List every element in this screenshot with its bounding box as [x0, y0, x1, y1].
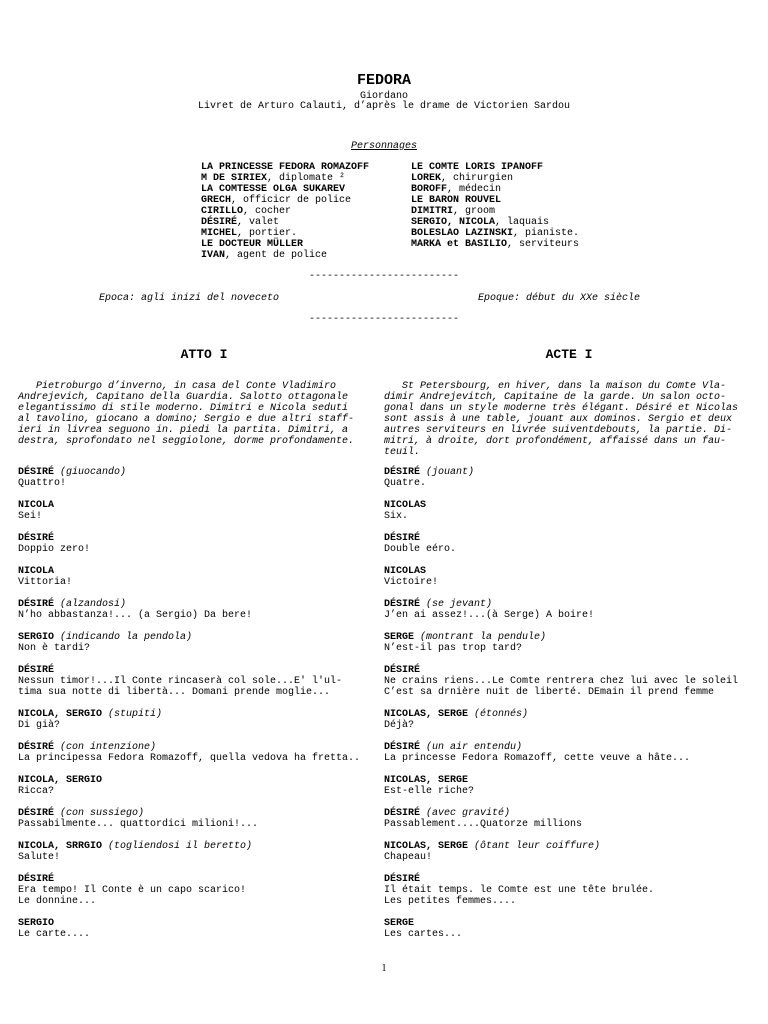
dialogue-entry	[18, 665, 386, 698]
dialogue-entry	[384, 775, 752, 797]
stage-direction: (ôtant leur coiffure)	[474, 841, 601, 852]
cast-entry	[201, 195, 369, 206]
dialogue-entry	[18, 775, 386, 797]
speaker-line	[18, 533, 386, 544]
cast-entry	[411, 217, 579, 228]
stage-line: al tavolino, giocano a domino; Sergio e due altri staff-	[18, 414, 355, 425]
cast-name: LE COMTE LORIS IPANOFF	[411, 162, 544, 173]
dialogue-line: Di già?	[18, 720, 61, 731]
speaker-name: NICOLAS, SERGE	[384, 775, 469, 786]
speaker-line	[18, 632, 386, 643]
speaker-line	[384, 918, 752, 929]
cast-name: BOROFF	[411, 184, 448, 195]
dialogue-line: Nessun timor!...Il Conte rincaserà col sole...E' l'ul-	[18, 676, 343, 687]
speaker-name: SERGE	[384, 918, 415, 929]
act-heading-italian: ATTO I	[180, 347, 228, 362]
stage-line: destra, sprofondato nel seggiolone, dorme profondamente.	[18, 436, 355, 447]
cast-entry	[201, 206, 369, 217]
cast-name: IVAN	[201, 250, 226, 261]
dialogue-line: Passablement....Quatorze millions	[384, 819, 583, 830]
cast-entry	[201, 173, 369, 184]
speaker-line	[18, 709, 386, 720]
cast-name: LOREK	[411, 173, 442, 184]
cast-list-right	[411, 162, 579, 250]
dialogue-entry	[18, 467, 386, 489]
cast-role: , diplomate ²	[267, 173, 346, 184]
speaker-name: SERGE	[384, 632, 415, 643]
stage-direction-french	[384, 381, 752, 458]
speaker-line	[18, 500, 386, 511]
dialogue-line: Les cartes...	[384, 929, 463, 940]
dialogue-line: Quattro!	[18, 478, 67, 489]
dialogue-entry	[384, 742, 752, 764]
dialogue-entry	[384, 874, 752, 907]
stage-direction-italian	[18, 381, 386, 447]
column-italian	[18, 381, 386, 940]
column-french	[384, 381, 752, 940]
stage-direction: (giuocando)	[60, 467, 127, 478]
epoca-french: Epoque: début du XXe siècle	[478, 293, 641, 304]
dialogue-entry	[18, 599, 386, 621]
speaker-name: SERGIO	[18, 918, 55, 929]
dialogue-entry	[384, 841, 752, 863]
dialogue-line: Il était temps. le Comte est une tête brulée.	[384, 885, 655, 896]
speaker-name: DÉSIRÉ	[384, 467, 421, 478]
speaker-name: NICOLAS, SERGE	[384, 709, 469, 720]
stage-line: St Petersbourg, en hiver, dans la maison du Comte Vla-	[402, 381, 727, 392]
cast-name: SERGIO, NICOLA	[411, 217, 496, 228]
cast-name: LA COMTESSE OLGA SUKAREV	[201, 184, 346, 195]
speaker-line	[384, 566, 752, 577]
cast-name: BOLESLAO LAZINSKI	[411, 228, 514, 239]
dialogue-line: N’est-il pas trop tard?	[384, 643, 523, 654]
speaker-name: DÉSIRÉ	[18, 533, 55, 544]
dialogue-line: Double eéro.	[384, 544, 457, 555]
speaker-line	[384, 533, 752, 544]
dialogue-entry	[384, 808, 752, 830]
cast-name: LE BARON ROUVEL	[411, 195, 502, 206]
speaker-line	[18, 742, 386, 753]
dialogue-line: Sei!	[18, 511, 43, 522]
stage-line: gonal dans un style moderne très élégant. Désiré et Nicolas	[384, 403, 739, 414]
stage-line: Pietroburgo d’inverno, in casa del Conte Vladimiro	[36, 381, 337, 392]
speaker-name: DÉSIRÉ	[384, 599, 421, 610]
dialogue-entry	[18, 632, 386, 654]
dialogue-line: Est-elle riche?	[384, 786, 475, 797]
speaker-line	[18, 918, 386, 929]
speaker-line	[384, 841, 752, 852]
speaker-name: NICOLA	[18, 500, 55, 511]
dialogue-entry	[384, 566, 752, 588]
dialogue-entry	[384, 500, 752, 522]
dialogue-line: tima sua notte di libertà... Domani prende moglie...	[18, 687, 331, 698]
speaker-name: NICOLAS	[384, 566, 427, 577]
speaker-name: SERGIO	[18, 632, 55, 643]
speaker-name: DÉSIRÉ	[18, 599, 55, 610]
speaker-name: DÉSIRÉ	[384, 665, 421, 676]
dialogue-italian	[18, 467, 386, 940]
personnages-heading: Personnages	[350, 141, 417, 152]
dialogue-line: J’en ai assez!...(à Serge) A boire!	[384, 610, 595, 621]
dialogue-line: La princesse Fedora Romazoff, cette veuve a hâte...	[384, 753, 691, 764]
composer-name: Giordano	[359, 91, 408, 102]
dialogue-line: Ricca?	[18, 786, 55, 797]
dialogue-entry	[384, 467, 752, 489]
separator-bottom: -------------------------	[308, 314, 460, 325]
dialogue-line: Salute!	[18, 852, 61, 863]
cast-name: DÉSIRÉ	[201, 217, 238, 228]
cast-entry	[411, 162, 579, 173]
dialogue-entry	[384, 918, 752, 940]
cast-entry	[201, 162, 369, 173]
dialogue-line: Ne crains riens...Le Comte rentrera chez lui avec le soleil	[384, 676, 739, 687]
speaker-name: NICOLA	[18, 566, 55, 577]
speaker-name: NICOLAS	[384, 500, 427, 511]
stage-direction: (jouant)	[426, 467, 475, 478]
stage-direction: (con intenzione)	[60, 742, 157, 753]
cast-role: , agent de police	[225, 250, 328, 261]
stage-direction: (con sussiego)	[60, 808, 145, 819]
document-title: FEDORA	[356, 72, 411, 89]
speaker-name: DÉSIRÉ	[18, 808, 55, 819]
speaker-name: DÉSIRÉ	[384, 533, 421, 544]
speaker-name: DÉSIRÉ	[18, 467, 55, 478]
dialogue-line: Les petites femmes....	[384, 896, 517, 907]
cast-entry	[411, 228, 579, 239]
dialogue-entry	[18, 500, 386, 522]
dialogue-entry	[384, 665, 752, 698]
speaker-line	[18, 874, 386, 885]
speaker-line	[384, 467, 752, 478]
dialogue-line: Le donnine...	[18, 896, 97, 907]
dialogue-entry	[18, 841, 386, 863]
separator-top: -------------------------	[308, 271, 460, 282]
dialogue-entry	[18, 808, 386, 830]
cast-role: , laquais	[495, 217, 550, 228]
speaker-name: NICOLA, SERGIO	[18, 775, 103, 786]
cast-name: MARKA et BASILIO	[411, 239, 508, 250]
speaker-line	[384, 500, 752, 511]
cast-entry	[201, 217, 369, 228]
cast-entry	[201, 250, 369, 261]
dialogue-line: Era tempo! Il Conte è un capo scarico!	[18, 885, 247, 896]
dialogue-line: Quatre.	[384, 478, 427, 489]
stage-direction: (montrant la pendule)	[420, 632, 547, 643]
cast-role: , chirurgien	[441, 173, 514, 184]
speaker-name: DÉSIRÉ	[384, 742, 421, 753]
stage-line: autres serviteurs en livrée suiventdebouts, la partie. Di-	[384, 425, 733, 436]
dialogue-entry	[18, 533, 386, 555]
cast-name: M DE SIRIEX	[201, 173, 268, 184]
speaker-line	[18, 467, 386, 478]
cast-role: , pianiste.	[513, 228, 580, 239]
cast-name: GRECH	[201, 195, 232, 206]
cast-name: CIRILLO	[201, 206, 244, 217]
cast-entry	[411, 184, 579, 195]
cast-name: MICHEL	[201, 228, 238, 239]
speaker-name: DÉSIRÉ	[384, 874, 421, 885]
stage-direction: (avec gravité)	[426, 808, 511, 819]
cast-role: , cocher	[243, 206, 292, 217]
stage-direction: (étonnés)	[474, 709, 529, 720]
stage-line: Andrejevich, Capitano della Guardia. Salotto ottagonale	[18, 392, 349, 403]
cast-entry	[411, 239, 579, 250]
dialogue-line: C’est sa drnière nuit de liberté. DEmain il prend femme	[384, 687, 715, 698]
dialogue-line: Six.	[384, 511, 409, 522]
dialogue-line: Non è tardi?	[18, 643, 91, 654]
dialogue-entry	[18, 874, 386, 907]
dialogue-entry	[18, 742, 386, 764]
epoca-italian: Epoca: agli inizi del noveceto	[99, 293, 280, 304]
speaker-name: DÉSIRÉ	[18, 665, 55, 676]
speaker-line	[18, 665, 386, 676]
cast-entry	[411, 206, 579, 217]
speaker-line	[384, 808, 752, 819]
stage-line: dimir Andrejevitch, Capitaine de la garde. Un salon octo-	[384, 392, 727, 403]
stage-line: teuil.	[384, 447, 421, 458]
speaker-line	[18, 775, 386, 786]
speaker-line	[384, 709, 752, 720]
speaker-name: NICOLA, SRRGIO	[18, 841, 103, 852]
speaker-name: NICOLAS, SERGE	[384, 841, 469, 852]
dialogue-entry	[18, 709, 386, 731]
speaker-line	[18, 808, 386, 819]
speaker-name: NICOLA, SERGIO	[18, 709, 103, 720]
dialogue-line: Doppio zero!	[18, 544, 91, 555]
cast-role: , officicr de police	[231, 195, 352, 206]
cast-role: , médecin	[447, 184, 502, 195]
cast-role: , groom	[453, 206, 496, 217]
stage-line: ieri in livrea seguono in. piedi la partita. Dimitri, a	[18, 425, 349, 436]
dialogue-line: N’ho abbastanza!... (a Sergio) Da bere!	[18, 610, 253, 621]
dialogue-line: Le carte....	[18, 929, 91, 940]
cast-entry	[201, 228, 369, 239]
speaker-line	[18, 841, 386, 852]
speaker-line	[384, 599, 752, 610]
dialogue-french	[384, 467, 752, 940]
dialogue-entry	[18, 918, 386, 940]
dialogue-entry	[18, 566, 386, 588]
speaker-line	[18, 566, 386, 577]
page-number: 1	[381, 963, 387, 974]
stage-direction: (alzandosi)	[60, 599, 127, 610]
cast-name: DIMITRI	[411, 206, 454, 217]
stage-direction: (indicando la pendola)	[60, 632, 193, 643]
stage-direction: (stupiti)	[108, 709, 163, 720]
stage-line: sont assis à une table, jouant aux dominos. Sergio et deux	[384, 414, 733, 425]
dialogue-line: Passabilmente... quattordici milioni!...	[18, 819, 259, 830]
speaker-name: DÉSIRÉ	[18, 742, 55, 753]
cast-name: LE DOCTEUR MÜLLER	[201, 239, 304, 250]
speaker-line	[384, 874, 752, 885]
cast-entry	[411, 195, 579, 206]
cast-entry	[201, 184, 369, 195]
speaker-line	[384, 775, 752, 786]
dialogue-line: Vittoria!	[18, 577, 73, 588]
stage-direction: (togliendosi il beretto)	[108, 841, 253, 852]
speaker-line	[384, 742, 752, 753]
speaker-line	[384, 632, 752, 643]
stage-line: mitri, à droite, dort profondément, affaissé dans un fau-	[384, 436, 727, 447]
dialogue-entry	[384, 599, 752, 621]
dialogue-entry	[384, 533, 752, 555]
speaker-name: DÉSIRÉ	[18, 874, 55, 885]
stage-direction: (un air entendu)	[426, 742, 523, 753]
dialogue-line: Chapeau!	[384, 852, 433, 863]
dialogue-line: Victoire!	[384, 577, 439, 588]
cast-entry	[411, 173, 579, 184]
stage-direction: (se jevant)	[426, 599, 493, 610]
speaker-name: DÉSIRÉ	[384, 808, 421, 819]
cast-name: LA PRINCESSE FEDORA ROMAZOFF	[201, 162, 370, 173]
cast-role: , portier.	[237, 228, 298, 239]
dialogue-line: La principessa Fedora Romazoff, quella vedova ha fretta..	[18, 753, 361, 764]
stage-line: elegantissimo di stile moderno. Dimitri e Nicola seduti	[18, 403, 349, 414]
libretto-credit: Livret de Arturo Calauti, d’après le drame de Victorien Sardou	[197, 101, 571, 112]
cast-list-left	[201, 162, 369, 261]
cast-entry	[201, 239, 369, 250]
cast-role: , serviteurs	[507, 239, 580, 250]
act-heading-french: ACTE I	[545, 347, 593, 362]
cast-role: , valet	[237, 217, 280, 228]
dialogue-entry	[384, 709, 752, 731]
speaker-line	[18, 599, 386, 610]
dialogue-entry	[384, 632, 752, 654]
dialogue-line: Déjà?	[384, 720, 415, 731]
speaker-line	[384, 665, 752, 676]
